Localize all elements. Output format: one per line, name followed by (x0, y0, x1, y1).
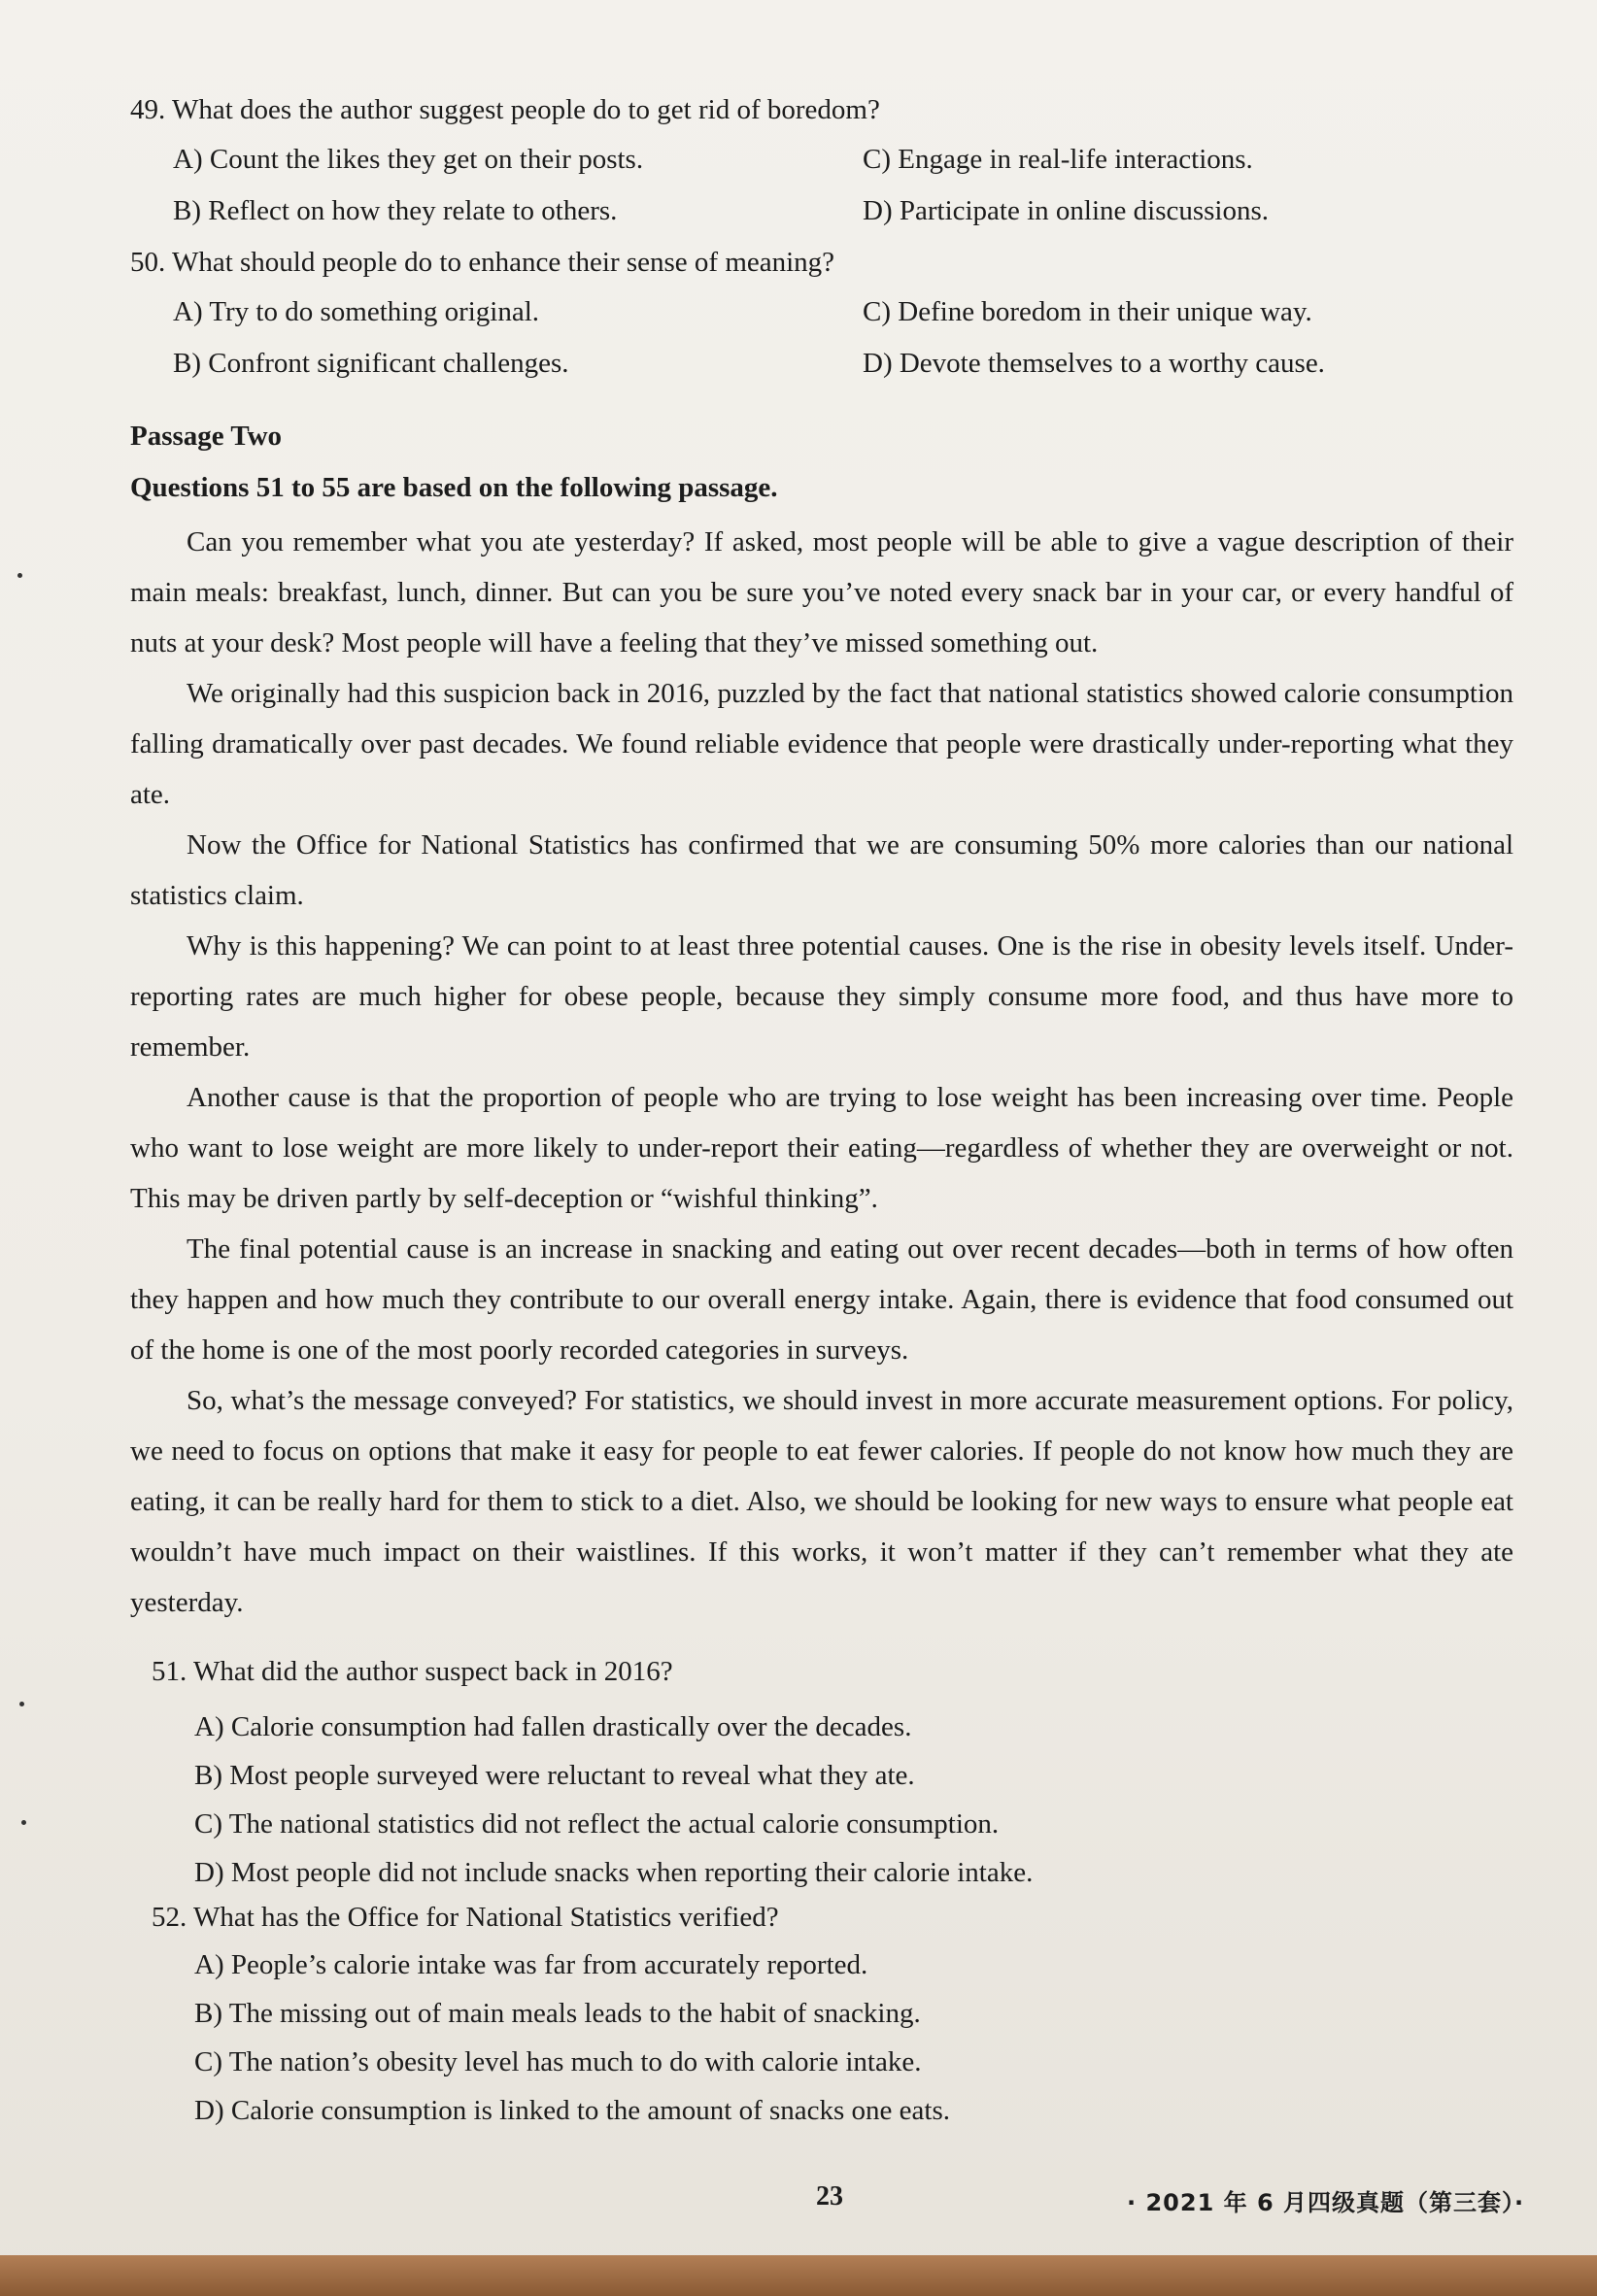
option-d: D) Calorie consumption is linked to the amount of snacks one eats. (194, 2095, 951, 2126)
exam-title: · 2021 年 6 月四级真题（第三套）· (1127, 2189, 1525, 2216)
option-c: C) Engage in real-life interactions. (863, 144, 1253, 175)
directions: Questions 51 to 55 are based on the following passage. (130, 472, 778, 503)
option-c: C) Define boredom in their unique way. (863, 296, 1312, 327)
question-51 (152, 1655, 1513, 1897)
paragraph: We originally had this suspicion back in 2016, puzzled by the fact that national statistics showed calorie consumption falling dramatically over past decades. We found reliable evidence that people were drastically under-reporting what they ate. (130, 678, 1513, 810)
page-content (130, 93, 1513, 2135)
section-label: Passage Two (130, 421, 283, 452)
option-a: A) Count the likes they get on their posts. (173, 144, 644, 175)
question-stem: 52. What has the Office for National Statistics verified? (152, 1902, 779, 1933)
paragraph: The final potential cause is an increase in snacking and eating out over recent decades—both in terms of how often they happen and how much they contribute to our overall energy intake. Again, there is evidence that food consumed out of the home is one of the most poorly recorded categories in surveys. (130, 1233, 1513, 1366)
option-a: A) Try to do something original. (173, 296, 540, 327)
question-50 (130, 246, 1513, 381)
options-grid (173, 143, 1513, 228)
option-c: C) The national statistics did not reflect the actual calorie consumption. (194, 1808, 1000, 1840)
page-speck (21, 1820, 26, 1825)
page-speck (19, 1702, 24, 1706)
question-49 (130, 93, 1513, 228)
paragraph: Now the Office for National Statistics has confirmed that we are consuming 50% more calories than our national statistics claim. (130, 829, 1513, 911)
options-grid (173, 295, 1513, 381)
page-number: 23 (816, 2181, 843, 2212)
paragraph: Why is this happening? We can point to at least three potential causes. One is the rise in obesity levels itself. Under-reporting rates are much higher for obese people, because they simply consume more food, and thus have more to remember. (130, 930, 1513, 1063)
option-d: D) Participate in online discussions. (863, 195, 1270, 226)
option-d: D) Most people did not include snacks when reporting their calorie intake. (194, 1857, 1034, 1888)
passage-body (130, 517, 1513, 1628)
option-b: B) Most people surveyed were reluctant to reveal what they ate. (194, 1760, 915, 1791)
option-d: D) Devote themselves to a worthy cause. (863, 348, 1325, 379)
table-edge (0, 2255, 1597, 2296)
option-c: C) The nation’s obesity level has much to do with calorie intake. (194, 2046, 922, 2077)
page-speck (17, 573, 22, 578)
question-52 (152, 1901, 1513, 2135)
option-a: A) People’s calorie intake was far from accurately reported. (194, 1949, 868, 1980)
question-stem: 49. What does the author suggest people do to get rid of boredom? (130, 94, 880, 125)
option-a: A) Calorie consumption had fallen drastically over the decades. (194, 1711, 912, 1742)
option-b: B) The missing out of main meals leads to the habit of snacking. (194, 1998, 921, 2029)
question-stem: 51. What did the author suspect back in 2016? (152, 1656, 673, 1687)
option-b: B) Reflect on how they relate to others. (173, 195, 618, 226)
question-stem: 50. What should people do to enhance their sense of meaning? (130, 247, 835, 278)
paragraph: Another cause is that the proportion of people who are trying to lose weight has been increasing over time. People who want to lose weight are more likely to under-report their eating—regardless of whether they are overweight or not. This may be driven partly by self-deception or “wishful thinking”. (130, 1082, 1513, 1214)
paragraph: Can you remember what you ate yesterday? If asked, most people will be able to give a vague description of their main meals: breakfast, lunch, dinner. But can you be sure you’ve noted every snack bar in your car, or every handful of nuts at your desk? Most people will have a feeling that they’ve missed something out. (130, 526, 1513, 658)
paragraph: So, what’s the message conveyed? For statistics, we should invest in more accurate measurement options. For policy, we need to focus on options that make it easy for people to eat fewer calories. If people do not know how much they are eating, it can be really hard for them to stick to a diet. Also, we should be looking for new ways to ensure what people eat wouldn’t have much impact on their waistlines. If this works, it won’t matter if they can’t remember what they ate yesterday. (130, 1385, 1513, 1618)
option-b: B) Confront significant challenges. (173, 348, 569, 379)
